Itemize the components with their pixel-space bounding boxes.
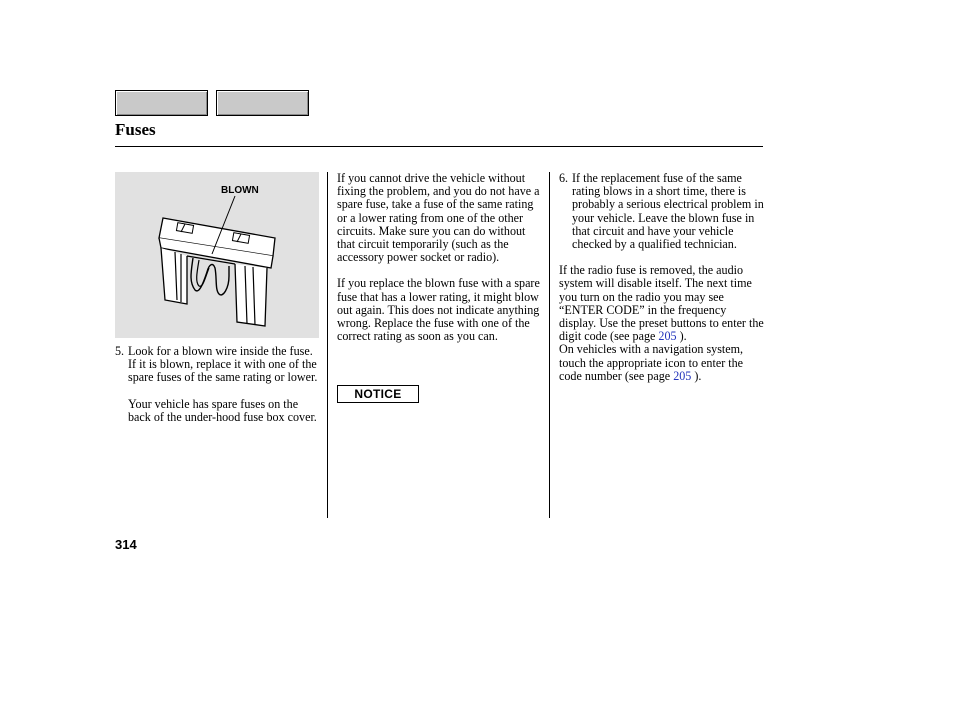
- page-link-205[interactable]: 205: [658, 329, 677, 344]
- step-6-text: If the replacement fuse of the same rating blows in a short time, there is probably a serious electrical problem in your vehicle. Leave the blown fuse in that circuit and have your vehicle checked by a qualified technician.: [572, 171, 764, 252]
- nav-tab-main-menu[interactable]: [115, 90, 208, 116]
- step-5-text: Look for a blown wire inside the fuse. If it is blown, replace it with one of the spare fuses of the same rating or lower.: [128, 344, 318, 385]
- radio-fuse-text: If the radio fuse is removed, the audio system will disable itself. The next time you turn on the radio you may see “ENTER CODE” in the frequency display. Use the preset buttons to enter the digit code (see page: [559, 263, 764, 344]
- page-number: 314: [115, 537, 137, 552]
- column-3: [559, 172, 766, 383]
- no-spare-fuse-paragraph: If you cannot drive the vehicle without fixing the problem, and you do not have a spare fuse, take a fuse of the same rating or a lower rating from one of the other circuits. Make sure you can do without that circuit temporarily (such as the accessory power socket or radio).: [337, 171, 540, 265]
- step-5: [115, 345, 320, 385]
- column-divider-1: [327, 172, 328, 518]
- step-6-number: 6.: [559, 171, 569, 185]
- page-title: Fuses: [115, 120, 156, 139]
- column-1: [115, 345, 320, 424]
- step-5-number: 5.: [115, 344, 125, 358]
- navigation-end: ).: [694, 368, 702, 383]
- fuse-drawing: [115, 172, 319, 338]
- radio-fuse-end: ).: [679, 329, 687, 344]
- blown-fuse-illustration: [115, 172, 319, 338]
- nav-tab-table-of-contents[interactable]: [216, 90, 309, 116]
- navigation-text: On vehicles with a navigation system, touch the appropriate icon to enter the code number (see page: [559, 342, 744, 383]
- column-divider-2: [549, 172, 550, 518]
- navigation-paragraph: [559, 343, 766, 383]
- page-link-205-nav[interactable]: 205: [673, 368, 692, 383]
- step-6: [559, 172, 766, 251]
- title-divider: [115, 146, 763, 147]
- lower-rating-paragraph: If you replace the blown fuse with a spare fuse that has a lower rating, it might blow out again. This does not indicate anything wrong. Replace the fuse with one of the correct rating as soon as you can.: [337, 276, 540, 344]
- notice-badge: NOTICE: [337, 385, 419, 403]
- blown-label: BLOWN: [221, 185, 259, 196]
- spare-fuse-note: Your vehicle has spare fuses on the back of the under-hood fuse box cover.: [128, 396, 317, 424]
- column-2: [337, 172, 540, 343]
- radio-fuse-paragraph: [559, 264, 766, 343]
